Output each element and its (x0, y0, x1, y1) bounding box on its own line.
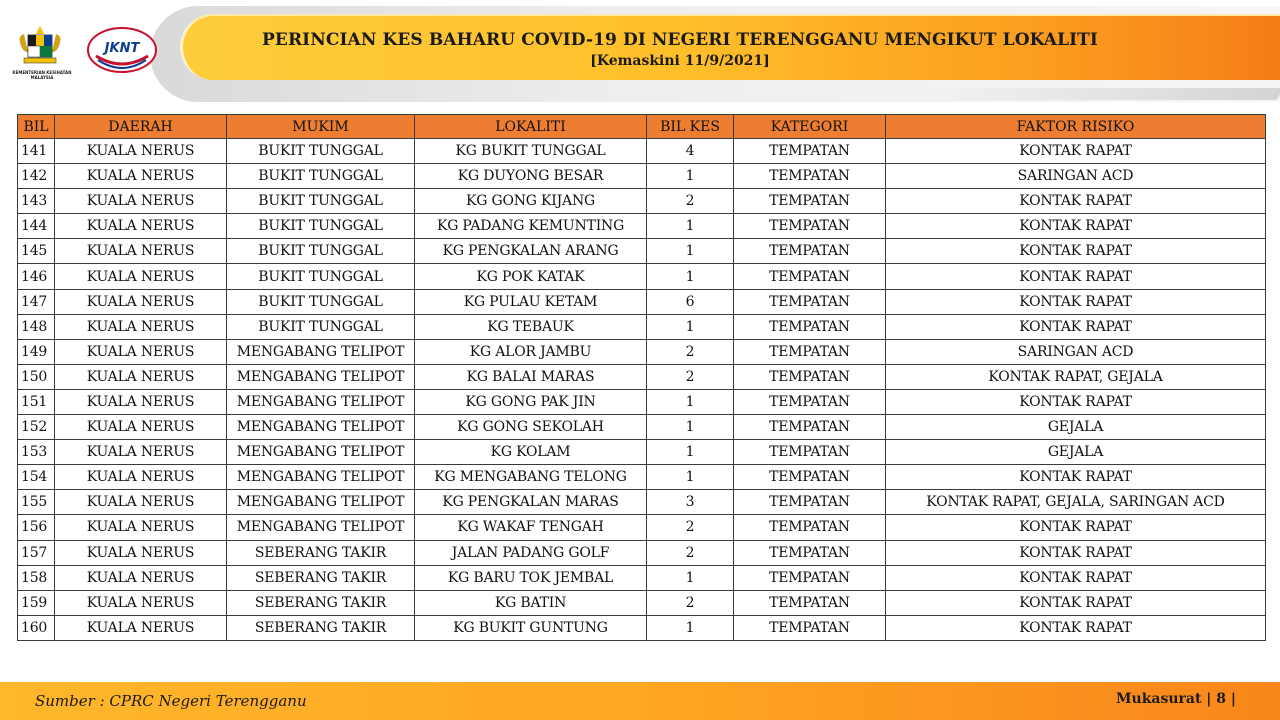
cell-bil: 147 (18, 289, 55, 314)
cell-lokaliti: KG ALOR JAMBU (415, 339, 647, 364)
cell-lokaliti: KG DUYONG BESAR (415, 164, 647, 189)
cell-bil-kes: 3 (647, 490, 734, 515)
cell-kategori: TEMPATAN (734, 540, 886, 565)
jknt-logo (86, 26, 158, 74)
cell-bil: 158 (18, 565, 55, 590)
cell-bil: 154 (18, 465, 55, 490)
cell-mukim: MENGABANG TELIPOT (227, 364, 415, 389)
cell-faktor-risiko: KONTAK RAPAT (886, 139, 1266, 164)
cell-kategori: TEMPATAN (734, 565, 886, 590)
cell-mukim: BUKIT TUNGGAL (227, 214, 415, 239)
cell-lokaliti: KG BATIN (415, 590, 647, 615)
cell-bil-kes: 2 (647, 590, 734, 615)
table-row (18, 389, 1266, 414)
table-row (18, 465, 1266, 490)
cell-mukim: SEBERANG TAKIR (227, 615, 415, 640)
column-header-bil: BIL (18, 115, 55, 139)
cell-kategori: TEMPATAN (734, 314, 886, 339)
cell-lokaliti: KG BALAI MARAS (415, 364, 647, 389)
cell-bil: 160 (18, 615, 55, 640)
page-number: Mukasurat | 8 | (1116, 691, 1236, 707)
cell-mukim: BUKIT TUNGGAL (227, 289, 415, 314)
cell-kategori: TEMPATAN (734, 264, 886, 289)
cell-faktor-risiko: KONTAK RAPAT (886, 540, 1266, 565)
cell-daerah: KUALA NERUS (55, 164, 227, 189)
cell-kategori: TEMPATAN (734, 389, 886, 414)
cell-daerah: KUALA NERUS (55, 339, 227, 364)
cell-faktor-risiko: KONTAK RAPAT, GEJALA, SARINGAN ACD (886, 490, 1266, 515)
cell-bil: 157 (18, 540, 55, 565)
cell-lokaliti: KG KOLAM (415, 440, 647, 465)
cell-daerah: KUALA NERUS (55, 364, 227, 389)
cell-kategori: TEMPATAN (734, 189, 886, 214)
cell-daerah: KUALA NERUS (55, 264, 227, 289)
cell-bil-kes: 1 (647, 164, 734, 189)
cell-lokaliti: KG GONG KIJANG (415, 189, 647, 214)
cell-lokaliti: KG GONG PAK JIN (415, 389, 647, 414)
cell-faktor-risiko: KONTAK RAPAT (886, 515, 1266, 540)
cell-lokaliti: KG WAKAF TENGAH (415, 515, 647, 540)
cell-daerah: KUALA NERUS (55, 515, 227, 540)
cell-bil: 159 (18, 590, 55, 615)
cell-kategori: TEMPATAN (734, 465, 886, 490)
cell-mukim: MENGABANG TELIPOT (227, 465, 415, 490)
table-row (18, 239, 1266, 264)
cell-faktor-risiko: KONTAK RAPAT (886, 590, 1266, 615)
cell-kategori: TEMPATAN (734, 590, 886, 615)
cell-kategori: TEMPATAN (734, 289, 886, 314)
cell-lokaliti: KG GONG SEKOLAH (415, 415, 647, 440)
cell-bil: 143 (18, 189, 55, 214)
cell-faktor-risiko: SARINGAN ACD (886, 339, 1266, 364)
cell-kategori: TEMPATAN (734, 214, 886, 239)
cell-bil: 156 (18, 515, 55, 540)
table-row (18, 214, 1266, 239)
cell-faktor-risiko: KONTAK RAPAT, GEJALA (886, 364, 1266, 389)
cell-bil-kes: 1 (647, 389, 734, 414)
cell-bil-kes: 1 (647, 214, 734, 239)
cell-lokaliti: JALAN PADANG GOLF (415, 540, 647, 565)
cell-lokaliti: KG BUKIT GUNTUNG (415, 615, 647, 640)
cell-bil: 150 (18, 364, 55, 389)
table-row (18, 440, 1266, 465)
cell-bil-kes: 1 (647, 615, 734, 640)
cell-bil-kes: 2 (647, 540, 734, 565)
cell-bil: 155 (18, 490, 55, 515)
cell-bil-kes: 1 (647, 440, 734, 465)
cell-mukim: BUKIT TUNGGAL (227, 239, 415, 264)
table-row (18, 189, 1266, 214)
cell-faktor-risiko: KONTAK RAPAT (886, 264, 1266, 289)
cell-daerah: KUALA NERUS (55, 415, 227, 440)
cell-mukim: MENGABANG TELIPOT (227, 515, 415, 540)
cell-bil: 145 (18, 239, 55, 264)
cell-daerah: KUALA NERUS (55, 389, 227, 414)
cell-lokaliti: KG MENGABANG TELONG (415, 465, 647, 490)
cell-daerah: KUALA NERUS (55, 214, 227, 239)
update-date: [Kemaskini 11/9/2021] (590, 53, 770, 69)
cell-daerah: KUALA NERUS (55, 615, 227, 640)
table-row (18, 289, 1266, 314)
cell-kategori: TEMPATAN (734, 415, 886, 440)
cell-lokaliti: KG TEBAUK (415, 314, 647, 339)
table-row (18, 590, 1266, 615)
cell-bil: 141 (18, 139, 55, 164)
cell-bil-kes: 1 (647, 415, 734, 440)
column-header-lokaliti: LOKALITI (415, 115, 647, 139)
table-row (18, 490, 1266, 515)
cell-daerah: KUALA NERUS (55, 465, 227, 490)
cell-daerah: KUALA NERUS (55, 189, 227, 214)
cell-mukim: MENGABANG TELIPOT (227, 339, 415, 364)
cell-lokaliti: KG BARU TOK JEMBAL (415, 565, 647, 590)
cell-lokaliti: KG BUKIT TUNGGAL (415, 139, 647, 164)
table-row (18, 565, 1266, 590)
cell-faktor-risiko: GEJALA (886, 415, 1266, 440)
cell-daerah: KUALA NERUS (55, 440, 227, 465)
cell-bil-kes: 1 (647, 314, 734, 339)
cell-bil: 153 (18, 440, 55, 465)
cell-bil-kes: 1 (647, 264, 734, 289)
cell-lokaliti: KG PENGKALAN MARAS (415, 490, 647, 515)
table-row (18, 139, 1266, 164)
table-row (18, 615, 1266, 640)
table-header-row (18, 115, 1266, 139)
source-note: Sumber : CPRC Negeri Terengganu (35, 692, 307, 710)
cell-kategori: TEMPATAN (734, 615, 886, 640)
header-accent-stripe (927, 88, 1280, 100)
cell-daerah: KUALA NERUS (55, 490, 227, 515)
column-header-mukim: MUKIM (227, 115, 415, 139)
cell-mukim: SEBERANG TAKIR (227, 540, 415, 565)
cell-faktor-risiko: GEJALA (886, 440, 1266, 465)
cell-faktor-risiko: KONTAK RAPAT (886, 615, 1266, 640)
cell-faktor-risiko: KONTAK RAPAT (886, 239, 1266, 264)
cell-bil: 146 (18, 264, 55, 289)
table-row (18, 264, 1266, 289)
cases-table (17, 114, 1266, 641)
table-row (18, 515, 1266, 540)
cell-mukim: MENGABANG TELIPOT (227, 415, 415, 440)
cell-mukim: SEBERANG TAKIR (227, 590, 415, 615)
cell-daerah: KUALA NERUS (55, 239, 227, 264)
cell-bil: 144 (18, 214, 55, 239)
cell-mukim: BUKIT TUNGGAL (227, 264, 415, 289)
cell-kategori: TEMPATAN (734, 139, 886, 164)
cell-mukim: MENGABANG TELIPOT (227, 440, 415, 465)
cell-kategori: TEMPATAN (734, 164, 886, 189)
cell-faktor-risiko: KONTAK RAPAT (886, 465, 1266, 490)
table-row (18, 314, 1266, 339)
cell-bil: 148 (18, 314, 55, 339)
cell-faktor-risiko: KONTAK RAPAT (886, 214, 1266, 239)
cell-daerah: KUALA NERUS (55, 540, 227, 565)
cell-bil: 149 (18, 339, 55, 364)
cell-daerah: KUALA NERUS (55, 139, 227, 164)
cell-faktor-risiko: KONTAK RAPAT (886, 289, 1266, 314)
cell-mukim: BUKIT TUNGGAL (227, 139, 415, 164)
column-header-daerah: DAERAH (55, 115, 227, 139)
cell-lokaliti: KG PULAU KETAM (415, 289, 647, 314)
kkm-logo-caption: KEMENTERIAN KESIHATAN MALAYSIA (12, 70, 72, 80)
cell-bil: 151 (18, 389, 55, 414)
column-header-kategori: KATEGORI (734, 115, 886, 139)
cell-mukim: BUKIT TUNGGAL (227, 164, 415, 189)
cell-bil-kes: 1 (647, 565, 734, 590)
table-row (18, 540, 1266, 565)
cell-faktor-risiko: KONTAK RAPAT (886, 389, 1266, 414)
page-title: PERINCIAN KES BAHARU COVID-19 DI NEGERI TERENGGANU MENGIKUT LOKALITI (262, 30, 1098, 50)
cell-kategori: TEMPATAN (734, 515, 886, 540)
cell-bil-kes: 2 (647, 515, 734, 540)
table-row (18, 164, 1266, 189)
cell-bil-kes: 1 (647, 239, 734, 264)
cell-mukim: SEBERANG TAKIR (227, 565, 415, 590)
cell-faktor-risiko: KONTAK RAPAT (886, 189, 1266, 214)
cell-mukim: MENGABANG TELIPOT (227, 389, 415, 414)
table-row (18, 364, 1266, 389)
cell-daerah: KUALA NERUS (55, 590, 227, 615)
cell-bil-kes: 2 (647, 189, 734, 214)
table-row (18, 415, 1266, 440)
cell-mukim: MENGABANG TELIPOT (227, 490, 415, 515)
cell-kategori: TEMPATAN (734, 440, 886, 465)
cell-faktor-risiko: SARINGAN ACD (886, 164, 1266, 189)
cell-daerah: KUALA NERUS (55, 565, 227, 590)
cell-faktor-risiko: KONTAK RAPAT (886, 314, 1266, 339)
cell-daerah: KUALA NERUS (55, 289, 227, 314)
cell-bil: 152 (18, 415, 55, 440)
cell-bil-kes: 2 (647, 339, 734, 364)
cell-mukim: BUKIT TUNGGAL (227, 189, 415, 214)
cell-kategori: TEMPATAN (734, 239, 886, 264)
cell-lokaliti: KG PENGKALAN ARANG (415, 239, 647, 264)
column-header-bil-kes: BIL KES (647, 115, 734, 139)
cell-kategori: TEMPATAN (734, 339, 886, 364)
cell-bil-kes: 2 (647, 364, 734, 389)
jknt-logo-text: JKNT (104, 41, 140, 56)
cell-lokaliti: KG POK KATAK (415, 264, 647, 289)
cell-mukim: BUKIT TUNGGAL (227, 314, 415, 339)
cell-daerah: KUALA NERUS (55, 314, 227, 339)
cell-bil-kes: 1 (647, 465, 734, 490)
cell-faktor-risiko: KONTAK RAPAT (886, 565, 1266, 590)
cell-bil-kes: 4 (647, 139, 734, 164)
cell-kategori: TEMPATAN (734, 490, 886, 515)
cell-lokaliti: KG PADANG KEMUNTING (415, 214, 647, 239)
column-header-faktor-risiko: FAKTOR RISIKO (886, 115, 1266, 139)
table-row (18, 339, 1266, 364)
cell-kategori: TEMPATAN (734, 364, 886, 389)
cell-bil: 142 (18, 164, 55, 189)
cell-bil-kes: 6 (647, 289, 734, 314)
